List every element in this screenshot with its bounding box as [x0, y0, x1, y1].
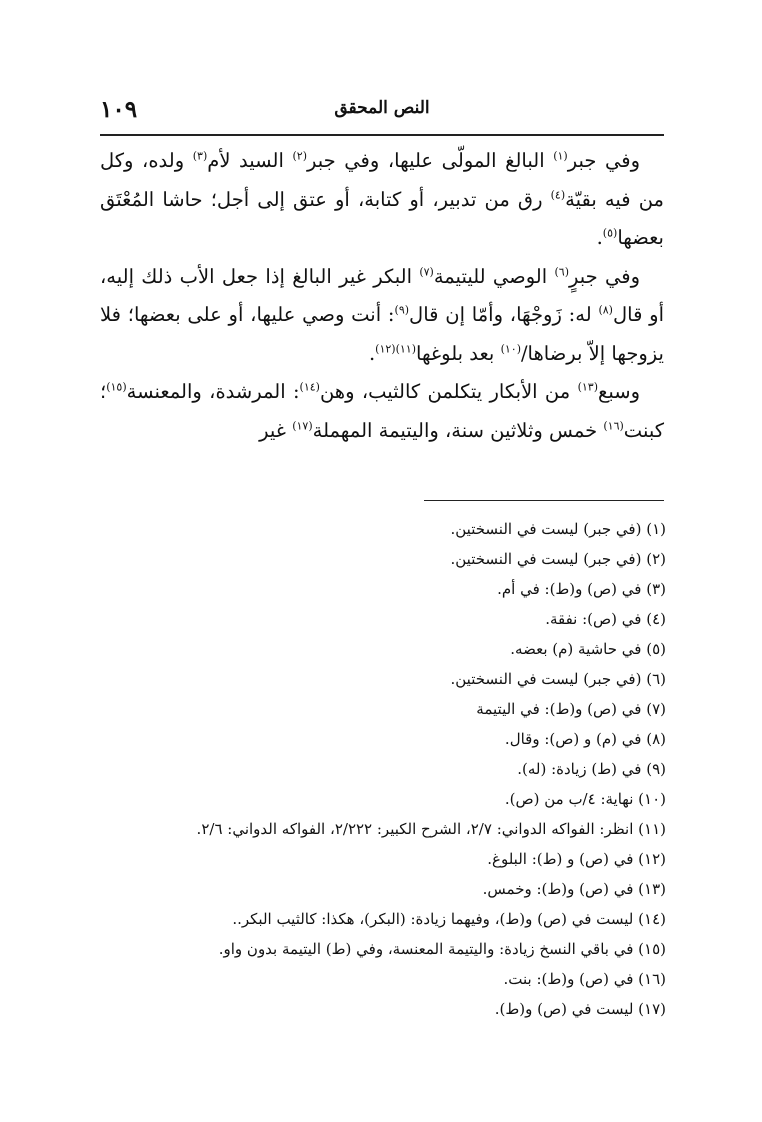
footnote-marker: (٣): [192, 149, 208, 163]
text-segment: وفي جبر: [567, 149, 640, 172]
footnote-marker: (٥): [602, 226, 618, 240]
footnote-marker: (٨): [598, 303, 613, 317]
text-segment: الوصي لليتيمة: [433, 264, 555, 288]
footnote-marker: (٢): [292, 149, 307, 163]
text-segment: خمس وثلاثين سنة، واليتيمة المهملة: [312, 418, 604, 442]
footnote: (٧) في (ص) و(ط): في اليتيمة: [476, 700, 666, 718]
footnote: (١٥) في باقي النسخ زيادة: واليتيمة المعنسة، وفي (ط) اليتيمة بدون واو.: [218, 940, 666, 958]
footnote: (١٤) ليست في (ص) و(ط)، وفيهما زيادة: (البكر)، هكذا: كالثيب البكر..: [232, 910, 666, 928]
text-segment: رق من تدبير، أو كتابة، أو عتق إلى أجل؛ حاشا المُعْتَق بعضها: [100, 187, 664, 249]
page-header: [100, 96, 664, 130]
text-segment: غير: [259, 418, 293, 442]
page-number: ١٠٩: [100, 96, 138, 123]
footnote-marker: (١٧): [292, 419, 313, 432]
text-segment: وسبع: [597, 380, 641, 403]
paragraph: [100, 258, 664, 374]
text-segment: .: [368, 341, 376, 365]
footnote-separator: [424, 500, 664, 501]
footnote: (٨) في (م) و (ص): وقال.: [504, 730, 666, 748]
text-segment: : المرشدة، والمعنسة: [126, 380, 300, 403]
footnotes: [100, 514, 666, 1024]
footnote: (٣) في (ص) و(ط): في أم.: [497, 580, 666, 598]
text-segment: البكر غير البالغ إذا جعل الأب ذلك إليه، أو قال: [100, 264, 665, 326]
text-segment: : أنت وصي عليها، أو على بعضها؛ فلا يزوجها إلاّ برضاها/: [100, 303, 664, 365]
footnote: (١٣) في (ص) و(ط): وخمس.: [482, 880, 666, 898]
footnote: (٦) (في جبر) ليست في النسختين.: [450, 670, 666, 688]
footnote: (١١) انظر: الفواكه الدواني: ٢/٧، الشرح الكبير: ٢/٢٢٢، الفواكه الدواني: ٢/٦.: [196, 820, 666, 838]
text-segment: ولده، وكل من فيه بقيّة: [100, 149, 664, 211]
footnote-marker: (١١)(١٢): [375, 342, 416, 355]
footnote-marker: (١٠): [500, 342, 521, 355]
text-segment: له: زَوجْهَا، وأمّا إن قال: [409, 303, 599, 326]
text-segment: من الأبكار يتكلمن كالثيب، وهن: [319, 380, 578, 403]
footnote: (٢) (في جبر) ليست في النسختين.: [450, 550, 666, 568]
text-segment: بعد بلوغها: [416, 341, 501, 365]
footnote: (١٦) في (ص) و(ط): بنت.: [503, 970, 666, 988]
main-text: [100, 142, 664, 450]
footnote-marker: (٩): [394, 303, 410, 317]
footnote: (٥) في حاشية (م) بعضه.: [510, 640, 666, 658]
text-segment: السيد لأم: [207, 149, 293, 172]
footnote: (٩) في (ط) زيادة: (له).: [517, 760, 666, 778]
footnote-marker: (١٦): [603, 419, 624, 432]
footnote-marker: (٧): [419, 265, 434, 278]
footnote-marker: (١٣): [577, 380, 598, 394]
text-segment: البالغ المولّى عليها، وفي جبر: [307, 149, 554, 172]
footnote: (٤) في (ص): نفقة.: [545, 610, 666, 628]
footnote: (١٠) نهاية: ٤/ب من (ص).: [504, 790, 666, 808]
footnote-marker: (١٥): [106, 380, 127, 394]
footnote-marker: (١): [553, 149, 568, 163]
footnote-marker: (٦): [554, 265, 569, 278]
header-rule: [100, 134, 664, 136]
paragraph: [100, 142, 664, 258]
footnote-marker: (٤): [550, 188, 566, 201]
text-segment: ؛ كبنت: [100, 380, 664, 442]
paragraph: [100, 373, 664, 450]
text-segment: .: [596, 226, 603, 249]
footnote-marker: (١٤): [299, 380, 320, 394]
text-segment: وفي جبرٍ: [569, 264, 641, 288]
running-title: النص المحقق: [334, 98, 430, 118]
footnote: (١٢) في (ص) و (ط): البلوغ.: [487, 850, 666, 868]
footnote: (١٧) ليست في (ص) و(ط).: [494, 1000, 666, 1018]
footnote: (١) (في جبر) ليست في النسختين.: [450, 520, 666, 538]
